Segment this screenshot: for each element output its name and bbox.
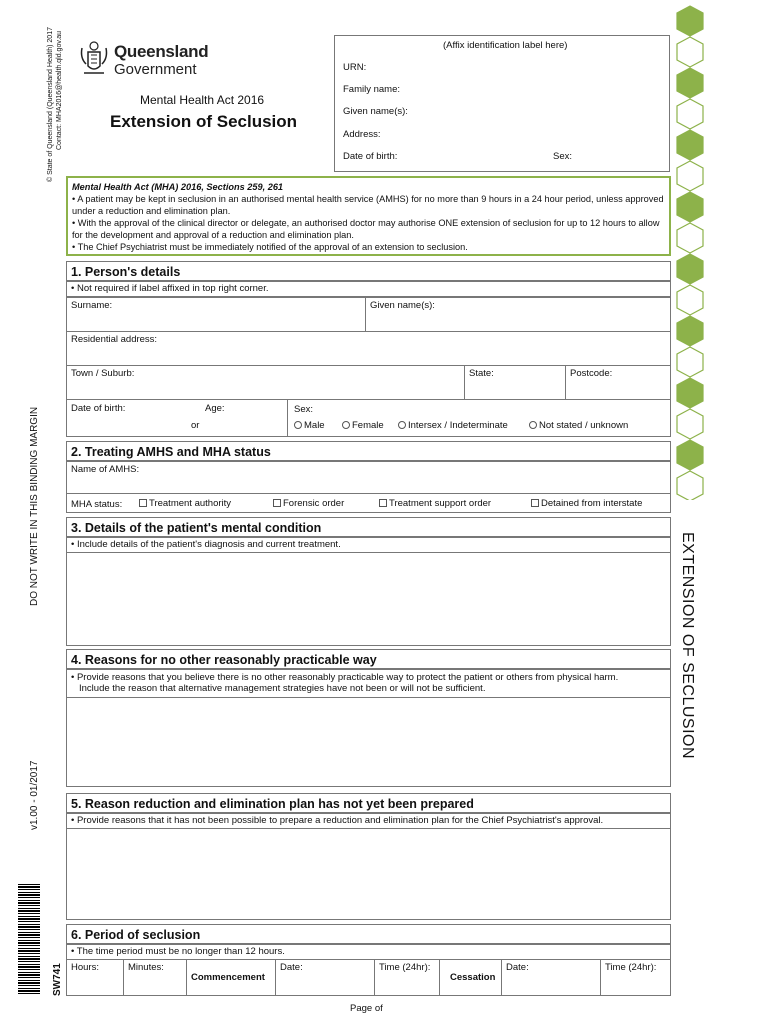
sex-option-male[interactable]: Male [294, 420, 325, 431]
section-4-note-line2: Include the reason that alternative management strategies have not been or will not be sufficient. [79, 683, 486, 694]
copyright-line2: Contact: MHA2016@health.qld.gov.au [56, 30, 63, 150]
state-field[interactable] [464, 365, 566, 400]
postcode-label: Postcode: [570, 368, 613, 379]
section-2-title: 2. Treating AMHS and MHA status [66, 441, 671, 461]
commencement-label-cell [186, 959, 276, 996]
reasons-field[interactable] [66, 697, 671, 787]
amhs-name-field[interactable] [66, 461, 671, 494]
minutes-field[interactable] [123, 959, 187, 996]
mha-info-box [66, 176, 671, 256]
copyright-line1: © State of Queensland (Queensland Health) 2017 [47, 27, 54, 182]
form-code: SW741 [52, 963, 63, 996]
mha-info-bullet: • With the approval of the clinical director or delegate, an authorised doctor may authorise ONE extension of seclusion for up to 12 hours to allow for the development and approval of a reduction and elimination plan. [72, 218, 660, 240]
hexagon-shape [677, 161, 703, 191]
mha-info-bullet: • The Chief Psychiatrist must be immediately notified of the approval of an extension to seclusion. [72, 242, 468, 252]
side-title: EXTENSION OF SECLUSION [679, 532, 696, 760]
hours-label: Hours: [71, 962, 99, 973]
hexagon-shape [677, 223, 703, 253]
hexagon-shape [677, 68, 703, 98]
address-label: Address: [343, 129, 381, 140]
surname-field[interactable] [66, 297, 366, 332]
commencement-date-field[interactable] [275, 959, 375, 996]
checkbox-icon[interactable] [531, 499, 539, 507]
sex-option-not-stated[interactable]: Not stated / unknown [529, 420, 628, 431]
section-5-title: 5. Reason reduction and elimination plan has not yet been prepared [66, 793, 671, 813]
checkbox-icon[interactable] [379, 499, 387, 507]
or-label: or [191, 420, 200, 431]
checkbox-icon[interactable] [273, 499, 281, 507]
dob-label: Date of birth: [71, 403, 126, 414]
minutes-label: Minutes: [128, 962, 164, 973]
hexagon-shape [677, 409, 703, 439]
section-1-note: • Not required if label affixed in top right corner. [66, 281, 671, 297]
section-4-note-line1: • Provide reasons that you believe there is no other reasonably practicable way to protect the patient or others from physical harm. [71, 672, 619, 683]
hexagon-shape [677, 37, 703, 67]
logo-gov: Government [114, 61, 197, 78]
status-treatment-support-order[interactable]: Treatment support order [379, 498, 491, 509]
hexagon-shape [677, 316, 703, 346]
radio-icon[interactable] [529, 421, 537, 429]
cessation-time-field[interactable] [600, 959, 671, 996]
town-label: Town / Suburb: [71, 368, 135, 379]
cessation-date-field[interactable] [501, 959, 601, 996]
sex-label: Sex: [553, 151, 573, 162]
status-treatment-authority[interactable]: Treatment authority [139, 498, 231, 509]
section-5-note: • Provide reasons that it has not been possible to prepare a reduction and elimination plan for the Chief Psychiatrist's approval. [66, 813, 671, 829]
sex-field[interactable] [287, 399, 671, 437]
amhs-name-label: Name of AMHS: [71, 464, 140, 475]
hexagon-shape [677, 99, 703, 129]
commencement-time-label: Time (24hr): [379, 962, 431, 973]
checkbox-icon[interactable] [139, 499, 147, 507]
town-field[interactable] [66, 365, 465, 400]
affix-label: (Affix identification label here) [443, 40, 568, 51]
mha-info-bullet: • A patient may be kept in seclusion in an authorised mental health service (AMHS) for no more than 9 hours in a 24 hour period, unless approved under a reduction and elimination plan. [72, 194, 664, 216]
radio-icon[interactable] [398, 421, 406, 429]
section-6-title: 6. Period of seclusion [66, 924, 671, 944]
commencement-time-field[interactable] [374, 959, 440, 996]
section-1-title: 1. Person's details [66, 261, 671, 281]
hexagon-shape [677, 471, 703, 500]
mha-info-title: Mental Health Act (MHA) 2016, Sections 259, 261 [72, 182, 284, 192]
hexagon-shape [677, 130, 703, 160]
qld-government-logo [78, 40, 208, 80]
hexagon-shape [677, 347, 703, 377]
sex-option-intersex[interactable]: Intersex / Indeterminate [398, 420, 508, 431]
urn-label: URN: [343, 62, 367, 73]
binding-margin-note: DO NOT WRITE IN THIS BINDING MARGIN [29, 406, 40, 606]
given-names-label: Given name(s): [343, 106, 408, 117]
sex-label: Sex: [294, 404, 314, 415]
dob-age-field[interactable] [66, 399, 288, 437]
radio-icon[interactable] [294, 421, 302, 429]
logo-name: Queensland [114, 42, 209, 61]
plan-reason-field[interactable] [66, 828, 671, 920]
act-name: Mental Health Act 2016 [140, 93, 265, 107]
hours-field[interactable] [66, 959, 124, 996]
surname-label: Surname: [71, 300, 113, 311]
section-4-title: 4. Reasons for no other reasonably practicable way [66, 649, 671, 669]
commencement-label: Commencement [191, 972, 265, 983]
coat-of-arms-icon [78, 40, 110, 78]
residential-address-label: Residential address: [71, 334, 158, 345]
state-label: State: [469, 368, 494, 379]
mha-status-field[interactable] [66, 493, 671, 513]
given-names-field[interactable] [365, 297, 671, 332]
section-6-note: • The time period must be no longer than 12 hours. [66, 944, 671, 960]
cessation-label: Cessation [450, 972, 496, 983]
given-names-label: Given name(s): [370, 300, 435, 311]
radio-icon[interactable] [342, 421, 350, 429]
hexagon-shape [677, 378, 703, 408]
barcode [18, 884, 40, 994]
cessation-time-label: Time (24hr): [605, 962, 657, 973]
hexagon-shape [677, 192, 703, 222]
id-label-box[interactable] [334, 35, 670, 172]
residential-address-field[interactable] [66, 331, 671, 366]
section-3-note: • Include details of the patient's diagnosis and current treatment. [66, 537, 671, 553]
status-detained-interstate[interactable]: Detained from interstate [531, 498, 642, 509]
postcode-field[interactable] [565, 365, 671, 400]
section-3-title: 3. Details of the patient's mental condition [66, 517, 671, 537]
commencement-date-label: Date: [280, 962, 303, 973]
section-4-note [66, 669, 671, 698]
hexagon-shape [677, 440, 703, 470]
status-forensic-order[interactable]: Forensic order [273, 498, 344, 509]
age-label: Age: [205, 403, 225, 414]
family-name-label: Family name: [343, 84, 401, 95]
page-footer: Page of [350, 1003, 383, 1014]
dob-label: Date of birth: [343, 151, 398, 162]
sex-option-female[interactable]: Female [342, 420, 384, 431]
hexagon-shape [677, 285, 703, 315]
hexagon-strip [675, 4, 705, 500]
cessation-date-label: Date: [506, 962, 529, 973]
form-title: Extension of Seclusion [110, 112, 298, 131]
version-label: v1.00 - 01/2017 [29, 760, 40, 830]
hexagon-shape [677, 6, 703, 36]
hexagon-shape [677, 254, 703, 284]
mental-condition-field[interactable] [66, 552, 671, 646]
mha-status-label: MHA status: [71, 499, 123, 510]
cessation-label-cell [439, 959, 502, 996]
